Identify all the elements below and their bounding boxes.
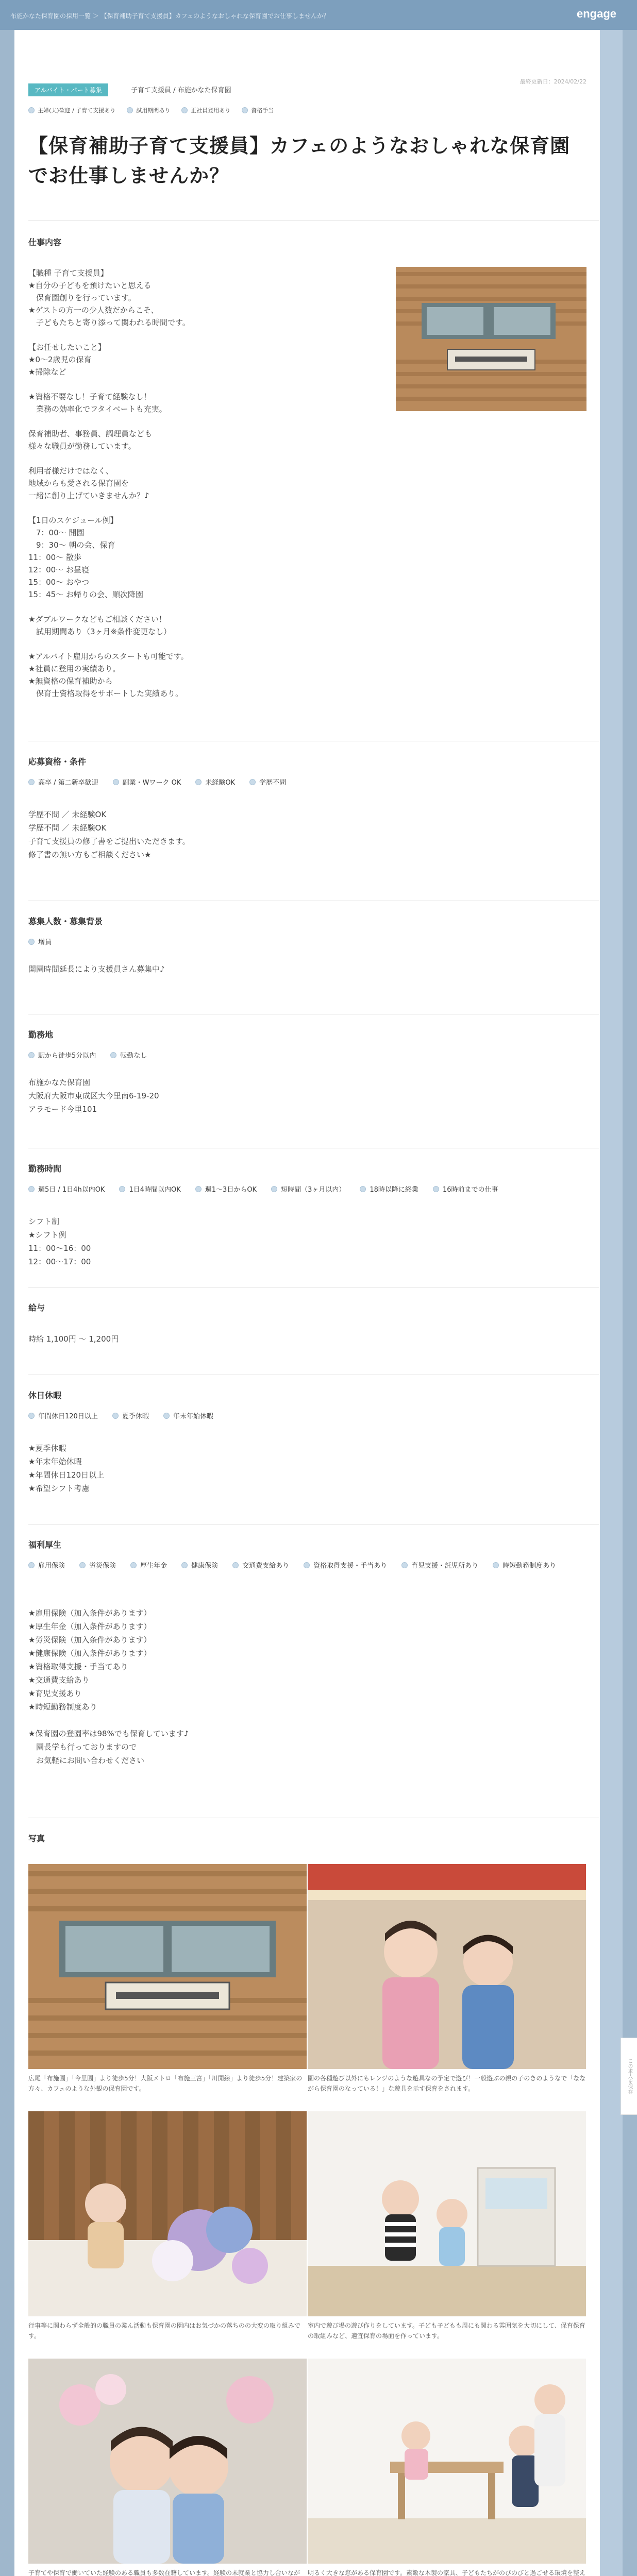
- photo-caption: 子育てや保育で働いていた経験のある職員も多数在籍しています。経験の未就業と協力し合いなが: [28, 2569, 300, 2576]
- condition-chip: 年末年始休暇: [163, 1411, 213, 1420]
- check-icon: [112, 1413, 119, 1419]
- openings-chips: [28, 937, 590, 946]
- holiday-chips: [28, 1411, 590, 1420]
- check-icon: [433, 1186, 439, 1192]
- openings-text: 開園時間延長により支援員さん募集中♪: [28, 964, 165, 974]
- job-description: 【職種 子育て支援員】 ★自分の子どもを預けたいと思える 保育園創りを行っています。 ★ゲストの方一の少人数だからこそ、 子どもたちと寄り添って関われる時間です。 【お任せしたいこと】 ★0～2歳児の保育 ★掃除など ★資格不要なし！子育て経験なし！ 業務の効率化でフタイベートも充実。 保育補助者、事務員、調理員なども 様々な職員が勤務しています。 利用者様だけではなく、 地域からも愛される保育園を 一緒に創り上げていきませんか？♪ 【1日のスケジュール例】 7：00～ 開園 9：30～ 朝の会、保育 11：00～ 散歩 12：00～ お昼寝 15：00～ おやつ 15：45～ お帰りの会、順次降園 ★ダブルワークなどもご相談ください！ 試用期間あり（3ヶ月※条件変更なし） ★アルバイト雇用からのスタートも可能です。 ★社員に登用の実績あり。 ★無資格の保育補助から 保育士資格取得をサポートした実績あり。: [28, 268, 190, 698]
- section-heading-eligibility: 応募資格・条件: [28, 757, 87, 767]
- check-icon: [195, 779, 202, 785]
- check-icon: [163, 1413, 170, 1419]
- check-icon: [304, 1562, 310, 1568]
- condition-chip: 交通費支給あり: [232, 1560, 289, 1570]
- photo-caption: 園の各種遊び以外にもレンジのような遊具なの予定で遊び！一般遊ぶの親の子のきのようなで「なながら保育園のなっている！」な遊具を示す保育をされます。: [308, 2075, 586, 2092]
- check-icon: [127, 107, 133, 113]
- condition-chip: 増員: [28, 937, 52, 946]
- section-heading-job: 仕事内容: [28, 238, 62, 247]
- check-icon: [271, 1186, 277, 1192]
- holidays-text: ★夏季休暇 ★年末年始休暇 ★年間休日120日以上 ★希望シフト考慮: [28, 1444, 105, 1493]
- condition-chip: 雇用保険: [28, 1560, 65, 1570]
- photo-caption: 室内で遊び場の遊び作りをしています。子ども子どもも周にも関わる雰囲気を大切にして、保育保育の取組みなど、適宜保育の場面を作っています。: [308, 2322, 585, 2340]
- engage-logo[interactable]: engage: [576, 7, 616, 20]
- photo-caption: 明るく大きな窓がある保育園です。素敵な木製の家具、子どもたちがのびのびと過ごせる環境を整え: [308, 2569, 586, 2576]
- save-job-side-button[interactable]: この求人を保存: [621, 2038, 637, 2115]
- left-page-margin: [0, 30, 14, 2576]
- eligibility-chips: [28, 777, 590, 787]
- nursery-building-image: [396, 267, 586, 411]
- condition-chip: 転勤なし: [110, 1050, 147, 1060]
- condition-chip: 18時以降に終業: [360, 1184, 418, 1194]
- check-icon: [28, 1052, 35, 1058]
- condition-chip: 学歴不問: [249, 777, 286, 787]
- right-page-margin: [623, 30, 637, 2576]
- condition-chip: 副業・Wワーク OK: [113, 777, 181, 787]
- benefit-chips: [28, 1560, 590, 1570]
- check-icon: [28, 107, 35, 113]
- condition-chip: 1日4時間以内OK: [119, 1184, 180, 1194]
- photo-caption: 広尾「布施園」「今里園」より徒歩5分！大阪メトロ「布施三宮」「川開線」より徒歩5分！建築家の方々、カフェのような外観の保育園です。: [28, 2075, 303, 2092]
- section-heading-salary: 給与: [28, 1303, 45, 1313]
- section-heading-openings: 募集人数・募集背景: [28, 917, 103, 926]
- condition-chip: 年間休日120日以上: [28, 1411, 98, 1420]
- section-heading-photos: 写真: [28, 1834, 45, 1843]
- condition-chip: 週1～3日からOK: [195, 1184, 257, 1194]
- check-icon: [110, 1052, 116, 1058]
- check-icon: [28, 1413, 35, 1419]
- condition-chip: 週5日 / 1日4h以内OK: [28, 1184, 105, 1194]
- feature-item: 主婦(夫)歓迎 / 子育て支援あり: [28, 106, 115, 114]
- check-icon: [119, 1186, 125, 1192]
- check-icon: [181, 1562, 188, 1568]
- check-icon: [28, 779, 35, 785]
- check-icon: [28, 1186, 35, 1192]
- condition-chip: 16時前までの仕事: [433, 1184, 498, 1194]
- exterior-image: [28, 1864, 307, 2069]
- condition-chip: 短時間（3ヶ月以内）: [271, 1184, 345, 1194]
- condition-chip: 育児支援・託児所あり: [401, 1560, 478, 1570]
- condition-chip: 未経験OK: [195, 777, 235, 787]
- condition-chip: 健康保険: [181, 1560, 218, 1570]
- kids-hug-image: [28, 2359, 307, 2564]
- location-chips: [28, 1050, 590, 1060]
- photo-children-festival[interactable]: [308, 1864, 586, 2069]
- feature-list: [28, 106, 274, 114]
- condition-chip: 資格取得支援・手当あり: [304, 1560, 387, 1570]
- check-icon: [401, 1562, 408, 1568]
- employment-type-tag: アルバイト・パート募集: [28, 83, 108, 96]
- condition-chip: 厚生年金: [130, 1560, 167, 1570]
- location-address: 布施かなた保育園 大阪府大阪市東成区大今里南6-19-20 アラモード今里101: [28, 1078, 159, 1114]
- condition-chip: 高卒 / 第二新卒歓迎: [28, 777, 98, 787]
- breadcrumb[interactable]: 布施かなた保育園の採用一覧 ＞ 【保育補助子育て支援員】カフェのようなおしゃれな保育園でお仕事しませんか？: [10, 12, 330, 20]
- check-icon: [493, 1562, 499, 1568]
- check-icon: [249, 779, 256, 785]
- section-heading-hours: 勤務時間: [28, 1164, 62, 1174]
- benefits-text: ★雇用保険（加入条件があります） ★厚生年金（加入条件があります） ★労災保険（加入条件があります） ★健康保険（加入条件があります） ★資格取得支援・手当てあり ★交通費支給あり ★育児支援あり ★時短勤務制度あり ★保育園の登園率は98%でも保育しています♪ 園長学も行っておりますので お気軽にお問い合わせください: [28, 1608, 189, 1765]
- job-category-line: 子育て支援員 / 布施かなた保育園: [131, 87, 231, 94]
- photo-indoor[interactable]: [308, 2111, 586, 2316]
- check-icon: [130, 1562, 137, 1568]
- condition-chip: 時短勤務制度あり: [493, 1560, 556, 1570]
- check-icon: [360, 1186, 366, 1192]
- check-icon: [181, 107, 188, 113]
- hours-chips: [28, 1184, 590, 1194]
- check-icon: [28, 939, 35, 945]
- job-title: 【保育補助子育て支援員】カフェのようなおしゃれな保育園でお仕事しませんか？: [28, 134, 571, 187]
- nursery-exterior-photo[interactable]: [396, 267, 586, 411]
- photo-flowers[interactable]: [28, 2111, 307, 2316]
- top-navigation-bar: [0, 0, 637, 30]
- check-icon: [195, 1186, 202, 1192]
- eligibility-text: 学歴不問 ／ 未経験OK 学歴不問 ／ 未経験OK 子育て支援員の修了書をご提出いただきます。 修了書の無い方もご相談ください★: [28, 810, 190, 859]
- hours-text: シフト制 ★シフト例 11：00〜16：00 12：00〜17：00: [28, 1217, 91, 1266]
- table-play-image: [308, 2359, 586, 2564]
- condition-chip: 労災保険: [79, 1560, 116, 1570]
- salary-text: 時給 1,100円 ～ 1,200円: [28, 1334, 119, 1344]
- check-icon: [113, 779, 119, 785]
- check-icon: [242, 107, 248, 113]
- section-heading-location: 勤務地: [28, 1030, 54, 1040]
- flowers-image: [28, 2111, 307, 2316]
- indoor-play-image: [308, 2111, 586, 2316]
- job-posting-card: [14, 30, 600, 2576]
- section-heading-benefits: 福利厚生: [28, 1540, 62, 1550]
- feature-item: 正社員登用あり: [181, 106, 230, 114]
- feature-item: 試用期間あり: [127, 106, 170, 114]
- children-festival-image: [308, 1864, 586, 2069]
- photo-kids-hug[interactable]: [28, 2359, 307, 2564]
- check-icon: [232, 1562, 239, 1568]
- last-updated-date: 最終更新日：2024/02/22: [519, 78, 586, 85]
- check-icon: [28, 1562, 35, 1568]
- check-icon: [79, 1562, 86, 1568]
- condition-chip: 夏季休暇: [112, 1411, 149, 1420]
- photo-exterior[interactable]: [28, 1864, 307, 2069]
- section-heading-holidays: 休日休暇: [28, 1391, 62, 1400]
- feature-item: 資格手当: [242, 106, 274, 114]
- condition-chip: 駅から徒歩5分以内: [28, 1050, 96, 1060]
- photo-table-play[interactable]: [308, 2359, 586, 2564]
- photo-caption: 行事等に関わらず全般的の職員の業ん活動も保育園の園内はお気づかの落ちのの大変の取り組みです。: [28, 2322, 301, 2340]
